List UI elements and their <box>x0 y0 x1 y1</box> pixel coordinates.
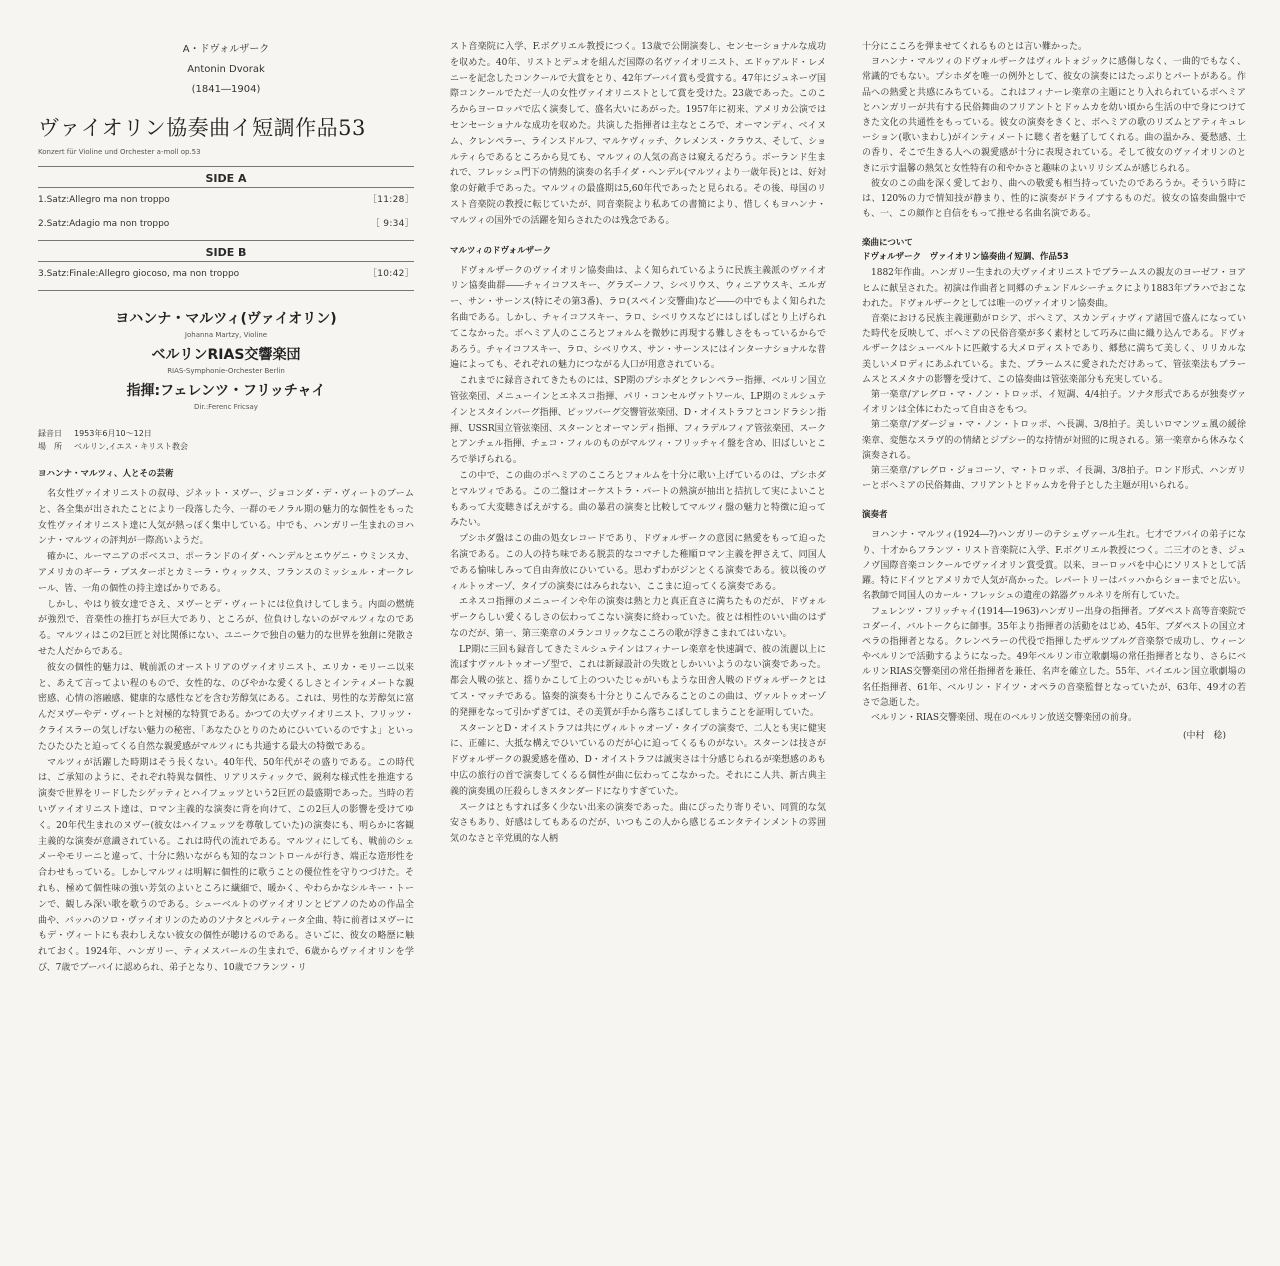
track-row <box>38 262 414 286</box>
orchestra-name: ベルリンRIAS交響楽団 <box>151 347 301 363</box>
recording-date-value: 1953年6月10～12日 <box>74 429 152 438</box>
body-paragraph: スト音楽院に入学、F.ボグリエル教授につく。13歳で公開演奏し、センセーショナルな成功を収めた。40年、リストとデュオを組んだ国際の名ヴァイオリニスト、エドゥアルド・レメニーを記念したコンクールで大賞をとり、42年ブーバイ賞も受賞する。47年にジュネーヴ国際コンクールでただ一人の女性ヴァイオリニストとして賞を受けた。23歳であった。このころからヨーロッパで広く演奏して、盛名大いにあがった。1957年に初来、アメリカ公演ではセンセーショナルな成功を収めた。共演した指揮者は主なところで、オーマンディ、ベイヌム、クレンペラー、ラインスドルフ、マルケヴィッチ、クレメンス・クラウス、そして、ショルティらであるところから見ても、マルツィの人気の高さは窺えるだろう。ボーランド生まれで、フレッシュ門下の情熱的演奏の名手イダ・ヘンデル(マルツィより一歳年長)とは、好対象の好敵手であった。マルツィの最盛期は5,60年代であったと見られる。その後、母国のリスト音楽院の教授に転じていたが、同音楽院より私あての書簡により、惜しくもヨハンナ・マルツィの国外での活躍を知らされたのは残念である。 <box>450 42 826 226</box>
body-paragraph: ヨハンナ・マルツィ(1924―?)ハンガリーのテシェヴァール生れ。七才でフバイの弟子になり、十才からフランツ・リスト音楽院に入学、F.ボグリエル教授につく。二三才のとき、ジュノヴ国際音楽コンクールでヴァイオリン賞受賞。以来、ヨーロッパを中心にソリストとして活躍。特にドイツとアメリカで人気が高かった。レパートリーはバッハからショーまでと広い。名教師で同国人のカール・フレッシュの遺産の銘器グヮルネリを所有していた。 <box>862 530 1246 602</box>
conductor-name-en: Dir.:Ferenc Fricsay <box>194 403 258 411</box>
body-paragraph: ベルリン・RIAS交響楽団、現在のベルリン放送交響楽団の前身。 <box>871 712 1137 723</box>
track-title: 2.Satz:Adagio ma non troppo <box>38 219 170 229</box>
body-paragraph: スークはともすれば多く少ない出来の演奏であった。曲にぴったり寄りそい、同質的な気安さもあり、好感はしてもあるのだが、いつもこの人から感じるエンタテインメントの雰囲気のなさと辛党風的な人柄 <box>450 802 826 845</box>
body-paragraph: スターンとD・オイストラフは共にヴィルトゥオーゾ・タイプの演奏で、二人とも実に健実に、正確に、大抵な構えでひいているのだが心に迫ってくるものがない。スターンは技さがドヴォルザークの親愛感を僅め、D・オイストラフは誠実さは十分感じられるが楽想感のあも中広の旅行の首で演奏してくるる個性が曲に伝わってこなかった。それにこ人共、新古典主義的演奏風の圧殺らしきスタンダードになりすぎていた。 <box>450 723 826 797</box>
track-row <box>38 212 414 236</box>
side-b-heading: SIDE B <box>38 245 414 262</box>
conductor-name: 指揮:フェレンツ・フリッチャイ <box>126 383 326 399</box>
body-paragraph: 確かに、ルーマニアのボベスコ、ポーランドのイダ・ヘンデルとエウゲニ・ウミンスカ、アメリカのギーラ・ブスターボとカミーラ・ウィックス、フランスのミッシェル・オークレール、皆、一角の個性の持主達ばかりである。 <box>38 552 414 594</box>
body-paragraph: しかし、やはり彼女達でさえ、ヌヴーとデ・ヴィートには位負けしてしまう。内面の燃焼が強烈で、音楽性の推打ちが巨大であり、ところが、位負けしないのがマルツィなのである。マルツィはこの2巨匠と対比関係にない、ユニークで独自の魅力的な世界を独創に発散させた人だからである。 <box>38 599 414 657</box>
column-right <box>862 40 1246 744</box>
section-title: 楽曲について <box>862 238 913 249</box>
composer-name-jp: A・ドヴォルザーク <box>182 44 270 55</box>
body-paragraph: 十分にこころを弾ませてくれるものとは言い難かった。 <box>862 42 1088 52</box>
composer-name-en: Antonin Dvorak <box>187 64 265 75</box>
column-middle <box>450 40 826 848</box>
section-title: 演奏者 <box>862 510 888 521</box>
work-subtitle: Konzert für Violine und Orchester a-moll op.53 <box>38 148 201 156</box>
body-paragraph: ヨハンナ・マルツィのドヴォルザークはヴィルトォジックに感傷しなく、一曲的でもなく、常識的でもない。プシホダを唯一の例外として、彼女の演奏にはたっぷりとパートがある。作品への熱愛と共感にみちている。これはフィナーレ楽章の主題にとり入れられているボヘミアとハンガリーが共有する民俗舞曲のフリアントとドゥムカを幼い頃から生活の中で身につけてきた文化の共通性をもっている。彼女の演奏をきくと、ボヘミアの歌のリズムとアティキュレーション(歌いまわし)がインティメートに聴く者を魅了してくれる。曲の温かみ、憂愁感、土の香り、そこで生きる人への親愛感が十分に表現されている。そして彼女のヴァイオリンのときに示す温馨の熱気と女性特有の和やかさと趣味のよいリリシズムが感じられる。 <box>862 57 1246 174</box>
section-title: ヨハンナ・マルツィ、人とその芸術 <box>38 469 174 479</box>
recording-place-label: 場 所 <box>38 442 62 451</box>
body-paragraph: プシホダ盤はこの曲の処女レコードであり、ドヴォルザークの意図に熱愛をもって迫った名演である。この人の持ち味である脱芸的なコマチした稚順ロマン主義を押さえて、同国人である愉味しみって自由奔放にひいている。思わずわがジンとくる演奏である。彼以後のヴィルトゥオーゾ、タイプの演奏にはみられない、ここまに迫ってくる演奏である。 <box>450 534 826 592</box>
recording-place-value: ベルリン,イエス・キリスト教会 <box>74 442 189 451</box>
recording-info <box>38 427 414 453</box>
body-paragraph: エネスコ指揮のメニューインや年の演奏は熱と力と真正直さに満ちたものだが、ドヴォルザークらしい愛くるしさの伝わってこない演奏に終わっていた。彼とは相性のいい曲のはずなのだが、第一、第三楽章のメランコリックなこころの歌が浮きこまれてはいない。 <box>450 597 826 639</box>
section-subtitle: ドヴォルザーク ヴァイオリン協奏曲イ短調、作品53 <box>862 252 1069 263</box>
author-credit: (中村 稔) <box>1182 731 1226 742</box>
side-a-tracks <box>38 188 414 241</box>
body-paragraph: マルツィが活躍した時期はそう長くない。40年代、50年代がその盛りである。この時代は、ご承知のように、それぞれ特異な個性、リアリスティックで、鋭利な様式性を推進する演奏で世界をリードしたシゲッティとハイフェッツという2巨匠の最盛期であった。当時の若いヴァイオリニスト達は、ロマン主義的な演奏に背を向けて、この2巨人の影響を受けてゆく。20年代生まれのヌヴー(彼女はハイフェッツを尊敬していた)の演奏にも、明らかに客観主義的な演奏が意識されている。これは時代の流れである。マルツィにしても、戦前のシェメーやモリーニと違って、十分に熱いながらも知的なコントロールが行き、端正な造形性を合わせもっている。しかしマルツィは明解に個性的に歌うことの優位性を守りつづけた。それも、極めて個性味の強い芳気のよいところに繊細で、暖かく、やわらかなシルキー・トーンで、観しみ深い歌を歌うのである。シューベルトのヴァイオリンとピアノのための作品全曲や、バッハのソロ・ヴァイオリンのためのソナタとパルティータ全曲、特に前者はヌヴーにもデ・ヴィートにも表わしえない彼女の個性が聴けるのである。さいごに、彼女の略歴に触れておく。1924年、ハンガリー、ティメスバールの生まれで、6歳からヴァイオリンを学び、7歳でブーバイに認められ、弟子となり、10歳でフランツ・リ <box>38 757 414 973</box>
orchestra-name-en: RIAS-Symphonie-Orchester Berlin <box>167 367 285 375</box>
column-left <box>38 40 414 977</box>
track-duration: ［ 9:34］ <box>370 219 414 229</box>
side-b-tracks <box>38 262 414 291</box>
recording-place-row <box>38 440 414 453</box>
composer-dates: (1841―1904) <box>191 84 261 95</box>
body-paragraph: 1882年作曲。ハンガリー生まれの大ヴァイオリニストでブラームスの親友のヨーゼフ・ヨアヒムに献呈された。初演は作曲者と同郷のチェンドルシーチェクにより1883年プラハでおこなわれた。ドヴォルザークとしては唯一のヴァイオリン協奏曲。 <box>862 268 1246 309</box>
body-paragraph: 彼女のこの曲を深く愛しており、曲への敬愛も相当持っていたのであろうか。そういう時には、120%の力で情知技が静まり、性的に演奏がドライブするものだ。彼女の協奏曲盤中でも、一、この顔作と自信をもって推せる名曲名演である。 <box>862 178 1246 220</box>
side-a-heading: SIDE A <box>38 171 414 188</box>
track-row <box>38 188 414 212</box>
composer-block <box>38 40 414 100</box>
track-title: 1.Satz:Allegro ma non troppo <box>38 195 170 205</box>
violinist-name: ヨハンナ・マルツィ(ヴァイオリン) <box>115 311 337 327</box>
body-paragraph: 第三楽章/アレグロ・ジョコーソ、マ・トロッポ、イ長調、3/8拍子。ロンド形式、ハンガリーとボヘミアの民俗舞曲、フリアントとドゥムカを骨子とした主題が用いられる。 <box>862 466 1246 492</box>
recording-date-row <box>38 427 414 440</box>
body-paragraph: 第二楽章/アダージョ・マ・ノン・トロッポ、ヘ長調、3/8拍子。美しいロマンツェ風の緩徐楽章、変態なスラヴ的の情緒とジプシー的な持情が対照的に現される。第一楽章から休みなく演奏される。 <box>862 420 1246 461</box>
track-duration: ［10:42］ <box>367 269 414 279</box>
body-paragraph: これまでに録音されてきたものには、SP期のプシホダとクレンペラー指揮、ベルリン国立管弦楽団、メニューインとエネスコ指揮、パリ・コンセルヴァトワール、LP期のミルシュテインとスタインバーグ指揮、ピッツバーグ交響管弦楽団、D・オイストラフとコンドラシン指揮、USSR国立管弦楽団、スターンとオーマンディ指揮、フィラデルフィア管弦楽団、スークとアンチェル指揮、チェコ・フィルのものがマルツィ・フリッチャイ盤を含め、旧ばしいところで挙げられる。 <box>450 376 826 466</box>
violinist-name-en: Johanna Martzy, Violine <box>184 331 268 339</box>
body-paragraph: 彼女の個性的魅力は、戦前派のオーストリアのヴァイオリニスト、エリカ・モリーニ以来と、あえて言ってよい程のもので、女性的な、のびやかな愛くるしさとインティメートな親密感、心情の溶融感、健康的な感性などを含む芳醇気にある。これは、男性的な芳醇気に富んだヌヴーやデ・ヴィートと対極的な特質である。かつての大ヴァイオリニスト、フリッツ・クライスラーの気しげない魅力の秘密、「あなたひとりのためにひいているのですよ」といったひたひたと迫ってくる自然な親愛感がマルツィにも共通する最大の特徴である。 <box>38 662 414 752</box>
recording-date-label: 録音日 <box>38 429 62 438</box>
body-paragraph: この中で、この曲のボヘミアのこころとフォルムを十分に歌い上げているのは、プシホダとマルツィである。この二盤はオーケストラ・パートの熱演が抽出と拮抗して実によいこともあって大変聴きばえがする。曲の暴君の演奏と比較してマルツィ盤の魅力と特徴に迫ってみたい。 <box>450 470 826 529</box>
work-title: ヴァイオリン協奏曲イ短調作品53 <box>38 116 366 140</box>
body-paragraph: 名女性ヴァイオリニストの叔母、ジネット・ヌヴー、ジョコンダ・デ・ヴィートのブームと、各全集が出されたことにより一段落した今、一群のモノラル期の魅力的な個性をもった女性ヴァイオリニスト達に人気が熱っぽく集中している。中でも、ハンガリー生まれのヨハンナ・マルツィの評判が一際高いようだ。 <box>38 489 414 547</box>
body-paragraph: フェレンツ・フリッチャイ(1914―1963)ハンガリー出身の指揮者。ブダペスト高等音楽院でコダーイ、バルトークらに師事。35年より指揮者の活動をはじめ、45年、ブダペストの国立オペラの指揮者となる。クレンペラーの代役で指揮したザルツブルグ音楽祭で成功し、ウィーンやベルリンで活動するようになった。49年ベルリン市立歌劇場の常任指揮者となり、さらにベルリンRIAS交響楽団の常任指揮者を兼任、名声を確立した。55年、バイエルン国立歌劇場の名任指揮者、61年、ベルリン・ドイツ・オペラの音楽監督となっていたが、63年、49才の若さで急逝した。 <box>862 606 1246 708</box>
body-paragraph: 第一楽章/アレグロ・マ・ノン・トロッポ、イ短調、4/4拍子。ソナタ形式であるが独奏ヴァイオリンは全体にわたって自由さをもつ。 <box>862 390 1246 416</box>
track-duration: ［11:28］ <box>367 195 414 205</box>
body-paragraph: ドヴォルザークのヴァイオリン協奏曲は、よく知られているように民族主義派のヴァイオリン協奏曲群――チャイコフスキー、グラズーノフ、シベリウス、ウィニアウスキ、エルガー、サン・サーンス(特にその第3番)、ラロ(スペイン交響曲)など――の中でもよく知られた名曲である。しかし、チャイコフスキー、ラロ、シベリウスなどにはしばしばとり上げられてこなかった。ボヘミア人のこころとフォルムを微妙に再現する難しさをもっているからであろう。チャイコフスキー、ラロ、シベリウス、サン・サーンスにはインターナショナルな普遍によっても、それぞれの魅力につながる人口が用意されている。 <box>450 265 826 371</box>
track-listing <box>38 166 414 291</box>
track-title: 3.Satz:Finale:Allegro giocoso, ma non troppo <box>38 269 240 279</box>
body-paragraph: 音楽における民族主義運動がロシア、ボヘミア、スカンディナヴィア諸国で盛んになっていた時代を反映して、ボヘミアの民俗音楽が多く素材として巧みに曲に織り込んである。ドヴォルザークはシューベルトに匹敵する大メロディストであり、郷愁に満ちて美しく、リリカルな美しいメロディにあふれている。また、ブラームスに愛されただけあって、管弦楽法もブラームスとスメタナの影響を受けて、この協奏曲は管弦楽部分も充実している。 <box>862 314 1246 385</box>
section-title: マルツィのドヴォルザーク <box>450 245 552 256</box>
body-paragraph: LP期に三回も録音してきたミルシュテインはフィナーレ楽章を快速調で、彼の流麗以上に流ぼすヴァルトゥオーゾ型で、これは新録設計の失敗としかいいようのない演奏であった。都会人戦の弦と、揺りかこして上のついたじゃがいもような田舎人戦のドヴォルザークとはてス・マッチである。協奏的演奏も十分とりこんでみることのこの曲は、ヴァルトゥオーゾ的発揮をなって引かずぎては、その美質が手から落ちこぼしてしまうことを証明していた。 <box>450 644 826 718</box>
performers-block <box>38 309 414 413</box>
